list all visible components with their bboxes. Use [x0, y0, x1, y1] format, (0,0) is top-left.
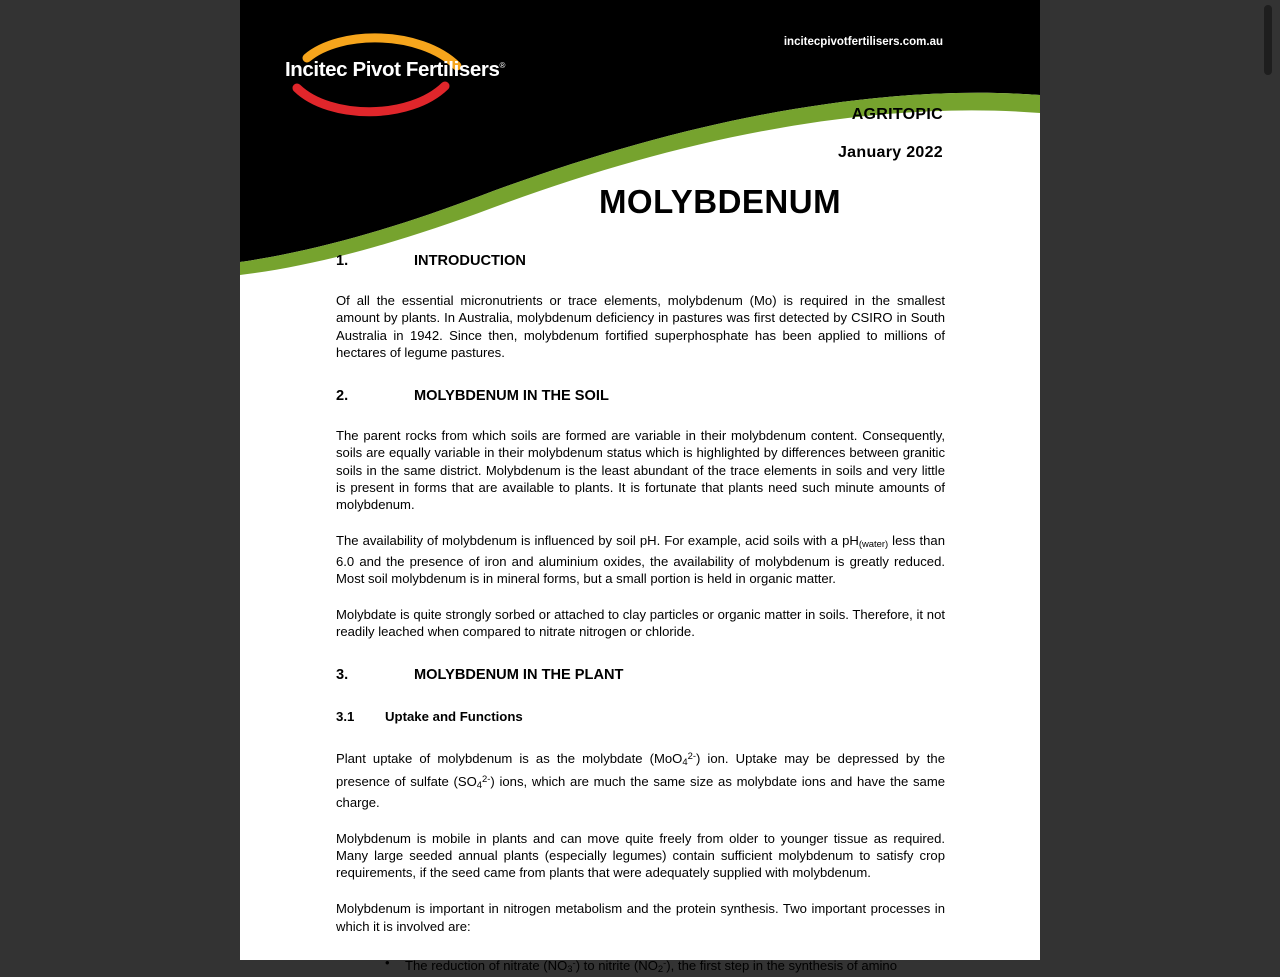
bullet-sup-2: -: [663, 956, 667, 968]
section-number-3: 3.: [336, 667, 349, 684]
paragraph-ph-after: less than 6.0 and the presence of iron and aluminium oxides, the availability of molybdenum is greatly reduced. Most soil molybdenum is in mineral forms, but a small portion is held in organic matter.: [336, 533, 945, 586]
paragraph: Molybdenum is mobile in plants and can move quite freely from older to younger tissue as required. Many large seeded annual plants (especially legumes) contain sufficient molybdenum to satisfy crop requirements, if the seed came from plants that were adequately supplied with molybdenum.: [336, 830, 945, 881]
bullet-part-3: ), the first step in the synthesis of amino: [666, 957, 897, 973]
paragraph: Molybdenum is important in nitrogen metabolism and the protein synthesis. Two important processes in which it is involved are:: [336, 901, 945, 934]
section-title-2: MOLYBDENUM IN THE SOIL: [414, 388, 609, 405]
document-title: MOLYBDENUM: [598, 183, 842, 220]
paragraph-ph-before: The availability of molybdenum is influenced by soil pH. For example, acid soils with a pH: [336, 533, 859, 549]
section-heading-1: [336, 252, 945, 270]
uptake-sub-2: 4: [476, 779, 483, 791]
section-title-1: INTRODUCTION: [414, 253, 526, 269]
subsection-title-3-1: Uptake and Functions: [385, 708, 523, 724]
website-url: incitecpivotfertilisers.com.au: [783, 36, 943, 48]
paragraph: The parent rocks from which soils are formed are variable in their molybdenum content. Consequently, soils are equally variable in their molybdenum status which is highlighted by differences between granitic soils in the same district. Molybdenum is the least abundant of the trace elements in soils and very little is present in forms that are available to plants. It is fortunate that plants need such minute amounts of molybdenum.: [336, 428, 945, 513]
paragraph: Molybdate is quite strongly sorbed or attached to clay particles or organic matter in soils. Therefore, it not readily leached when compared to nitrate nitrogen or chloride.: [336, 606, 945, 640]
list-item: [385, 954, 945, 977]
vertical-scrollbar[interactable]: [1256, 0, 1280, 960]
uptake-part-1: Plant uptake of molybdenum is as the molybdate (MoO: [336, 751, 683, 767]
paragraph: Of all the essential micronutrients or trace elements, molybdenum (Mo) is required in the smallest amount by plants. In Australia, molybdenum deficiency in pastures was first detected by CSIRO in South Australia in 1942. Since then, molybdenum fortified superphosphate has been applied to millions of hectares of legume pastures.: [336, 293, 945, 360]
uptake-sup-1: 2-: [687, 750, 696, 762]
section-number-1: 1.: [336, 253, 349, 269]
logo: [285, 28, 505, 108]
scrollbar-thumb[interactable]: [1264, 5, 1272, 75]
series-label: AGRITOPIC: [851, 106, 943, 123]
section-heading-3: [336, 666, 945, 684]
logo-registered-mark: ®: [499, 61, 505, 71]
bullet-part-1: The reduction of nitrate (NO: [405, 957, 568, 973]
document-page: [240, 0, 1040, 974]
logo-red-arc-icon: [297, 86, 445, 112]
section-title-3: MOLYBDENUM IN THE PLANT: [414, 667, 624, 684]
uptake-part-2: ) ion. Uptake may be depressed by the presence of sulfate (SO: [336, 751, 945, 790]
uptake-part-3: ) ions, which are much the same size as molybdate ions and have the same charge.: [336, 774, 946, 810]
document-body: [336, 252, 945, 977]
section-heading-2: [336, 387, 945, 405]
section-number-2: 2.: [336, 388, 349, 405]
bullet-sub-1: 3: [567, 962, 573, 974]
paragraph-ph-subscript: (water): [858, 538, 889, 550]
subsection-heading-3-1: [336, 709, 945, 726]
bullet-sub-2: 2: [657, 962, 664, 974]
paragraph-ph: [336, 532, 945, 587]
subsection-number-3-1: 3.1: [336, 708, 355, 724]
paragraph-uptake: [336, 747, 945, 811]
logo-wordmark: [285, 58, 505, 82]
uptake-sup-2: 2-: [482, 773, 491, 785]
logo-wordmark-text: Incitec Pivot Fertilisers: [285, 58, 500, 81]
bullet-sup-1: -: [572, 956, 576, 968]
issue-date: January 2022: [837, 144, 943, 161]
bullet-part-2: ) to nitrite (NO: [575, 957, 658, 973]
bullet-list: [336, 954, 945, 977]
uptake-sub-1: 4: [682, 756, 688, 768]
